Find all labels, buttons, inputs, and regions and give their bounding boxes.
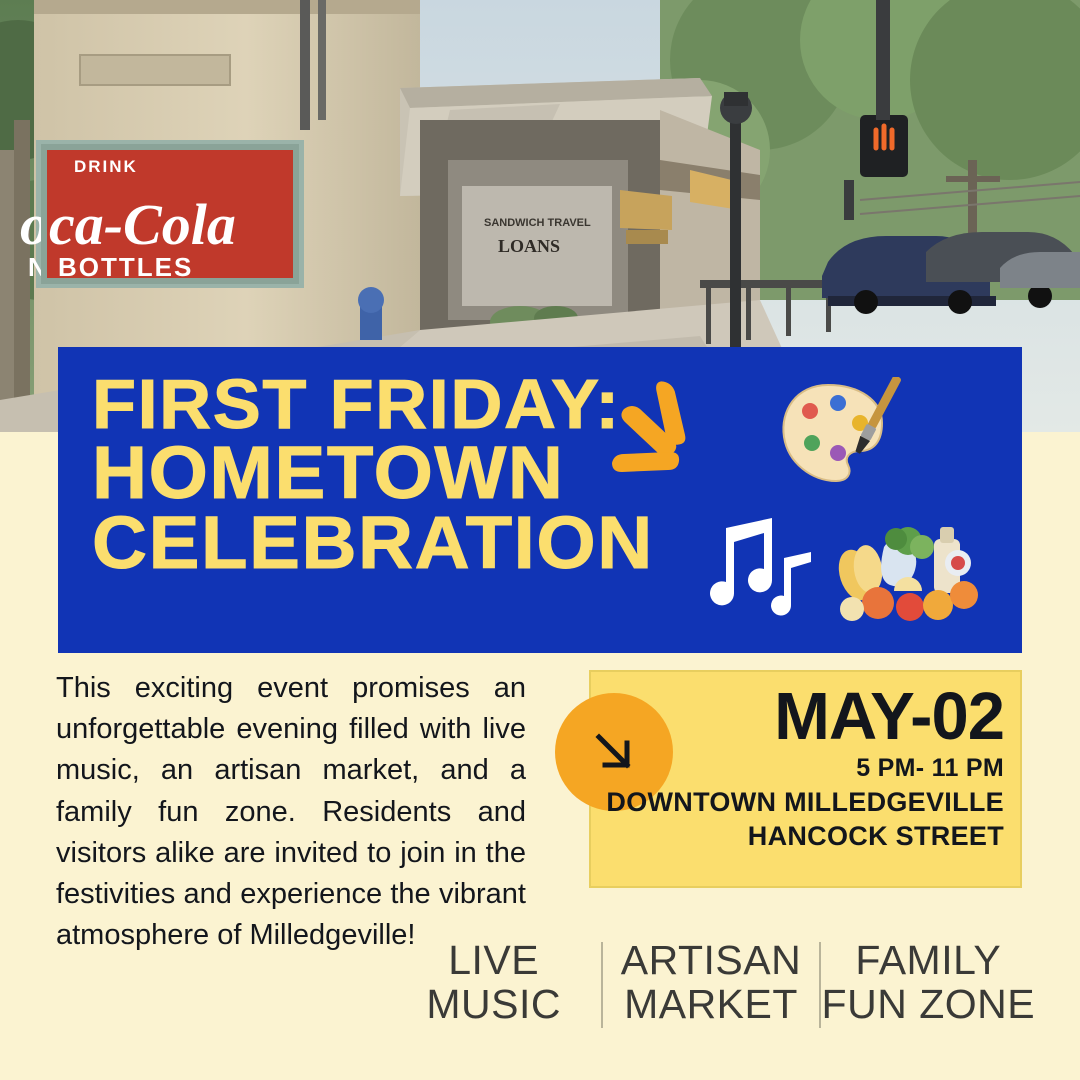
feature-live-music-line-1: LIVE	[448, 937, 540, 983]
feature-family-fun-zone-line-2: FUN ZONE	[821, 981, 1036, 1028]
event-title	[92, 365, 654, 584]
title-banner	[58, 347, 1022, 653]
svg-text:DRINK: DRINK	[74, 157, 138, 176]
date-text-group	[606, 679, 1004, 852]
event-date: MAY-02	[774, 679, 1004, 754]
feature-artisan-market-line-2: MARKET	[624, 981, 798, 1028]
title-line-1: FIRST FRIDAY:	[92, 365, 621, 443]
feature-live-music	[386, 938, 601, 1027]
svg-text:SANDWICH TRAVEL: SANDWICH TRAVEL	[484, 217, 591, 229]
feature-artisan-market-line-1: ARTISAN	[620, 937, 802, 983]
event-description: This exciting event promises an unforgettable evening filled with live music, an artisan market, and a family fun zone. Residents and visitors alike are invited to join in the festivities and experience the vibrant atmosphere of Milledgeville!	[56, 672, 526, 952]
event-time: 5 PM- 11 PM	[856, 754, 1004, 783]
feature-list	[386, 938, 1036, 1044]
title-line-2: HOMETOWN	[92, 430, 565, 514]
svg-text:oca-Cola: oca-Cola	[20, 192, 236, 257]
svg-text:N BOTTLES: N BOTTLES	[28, 252, 194, 282]
food-basket-icon	[838, 517, 988, 632]
event-location-line-1: DOWNTOWN MILLEDGEVILLE	[606, 787, 1004, 818]
feature-artisan-market	[603, 938, 818, 1027]
feature-family-fun-zone	[821, 938, 1036, 1027]
feature-live-music-line-2: MUSIC	[426, 981, 561, 1028]
svg-text:LOANS: LOANS	[498, 236, 561, 256]
feature-family-fun-zone-line-1: FAMILY	[855, 937, 1002, 983]
paint-palette-icon	[776, 377, 906, 502]
date-details-card	[589, 670, 1022, 888]
title-line-3: CELEBRATION	[92, 500, 654, 584]
event-location-line-2: HANCOCK STREET	[747, 821, 1004, 852]
music-notes-icon	[698, 512, 828, 637]
